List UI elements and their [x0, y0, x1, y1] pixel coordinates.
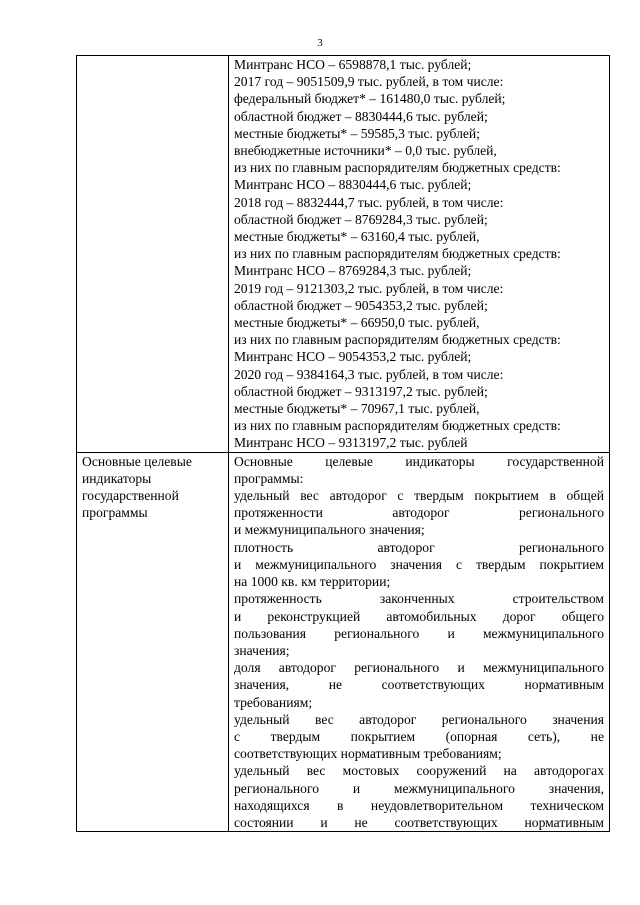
indicator-line: регионального и межмуниципального значения,	[234, 780, 604, 796]
financing-line: внебюджетные источники* – 0,0 тыс. рублей,	[234, 143, 497, 159]
financing-line: областной бюджет – 9054353,2 тыс. рублей;	[234, 297, 488, 313]
financing-line: из них по главным распорядителям бюджетных средств:	[234, 246, 561, 262]
financing-line: местные бюджеты* – 63160,4 тыс. рублей,	[234, 229, 480, 245]
indicators-label-line: индикаторы	[82, 470, 152, 486]
indicator-line: плотность автодорог регионального	[234, 539, 604, 555]
financing-line: местные бюджеты* – 66950,0 тыс. рублей,	[234, 315, 480, 331]
indicator-line: с твердым покрытием (опорная сеть), не	[234, 728, 604, 744]
financing-line: из них по главным распорядителям бюджетных средств:	[234, 332, 561, 348]
indicator-line: протяженность законченных строительством	[234, 591, 604, 607]
indicator-line: удельный вес мостовых сооружений на автодорогах	[234, 763, 604, 779]
indicator-line: протяженности автодорог регионального	[234, 505, 604, 521]
indicators-label-line: программы	[82, 505, 148, 521]
financing-line: областной бюджет – 8830444,6 тыс. рублей;	[234, 108, 488, 124]
indicator-line: значения, не соответствующих нормативным	[234, 677, 604, 693]
indicator-line: Основные целевые индикаторы государственной	[234, 453, 604, 469]
financing-line: федеральный бюджет* – 161480,0 тыс. рублей;	[234, 91, 506, 107]
financing-line: из них по главным распорядителям бюджетных средств:	[234, 160, 561, 176]
indicator-line: на 1000 кв. км территории;	[234, 574, 391, 590]
indicator-line: программы:	[234, 470, 304, 486]
financing-line: Минтранс НСО – 9054353,2 тыс. рублей;	[234, 349, 472, 365]
financing-line: из них по главным распорядителям бюджетных средств:	[234, 418, 561, 434]
financing-line: местные бюджеты* – 70967,1 тыс. рублей,	[234, 401, 480, 417]
financing-line: Минтранс НСО – 8769284,3 тыс. рублей;	[234, 263, 472, 279]
indicators-label-cell	[77, 452, 229, 831]
indicator-line: соответствующих нормативным требованиям;	[234, 746, 502, 762]
financing-label-cell	[77, 56, 229, 453]
financing-line: Минтранс НСО – 8830444,6 тыс. рублей;	[234, 177, 472, 193]
financing-row	[77, 56, 610, 453]
indicator-line: удельный вес автодорог с твердым покрытием в общей	[234, 488, 604, 504]
financing-line: 2018 год – 8832444,7 тыс. рублей, в том числе:	[234, 194, 504, 210]
indicators-row	[77, 452, 610, 831]
indicator-line: и реконструкцией автомобильных дорог общего	[234, 608, 604, 624]
indicator-line: значения;	[234, 642, 290, 658]
indicator-line: удельный вес автодорог регионального значения	[234, 711, 604, 727]
financing-content-cell	[229, 56, 610, 453]
indicators-label-line: государственной	[82, 488, 179, 504]
indicator-line: находящихся в неудовлетворительном техническом	[234, 797, 604, 813]
financing-line: областной бюджет – 9313197,2 тыс. рублей;	[234, 383, 488, 399]
indicator-line: и межмуниципального значения с твердым покрытием	[234, 556, 604, 572]
financing-line: 2020 год – 9384164,3 тыс. рублей, в том числе:	[234, 366, 504, 382]
financing-line: Минтранс НСО – 6598878,1 тыс. рублей;	[234, 57, 472, 72]
financing-line: местные бюджеты* – 59585,3 тыс. рублей;	[234, 125, 480, 141]
financing-line: 2017 год – 9051509,9 тыс. рублей, в том числе:	[234, 74, 504, 90]
indicators-label-line: Основные целевые	[82, 453, 192, 469]
financing-line: Минтранс НСО – 9313197,2 тыс. рублей	[234, 435, 468, 451]
program-passport-table	[76, 55, 610, 832]
indicator-line: и межмуниципального значения;	[234, 522, 425, 538]
indicator-line: пользования регионального и межмуниципального	[234, 625, 604, 641]
page-number: 3	[317, 37, 323, 49]
financing-line: 2019 год – 9121303,2 тыс. рублей, в том числе:	[234, 280, 504, 296]
financing-line: областной бюджет – 8769284,3 тыс. рублей;	[234, 211, 488, 227]
indicators-content-cell	[229, 452, 610, 831]
indicator-line: доля автодорог регионального и межмуниципального	[234, 660, 604, 676]
indicator-line: состоянии и не соответствующих нормативным	[234, 814, 604, 830]
indicator-line: требованиям;	[234, 694, 313, 710]
